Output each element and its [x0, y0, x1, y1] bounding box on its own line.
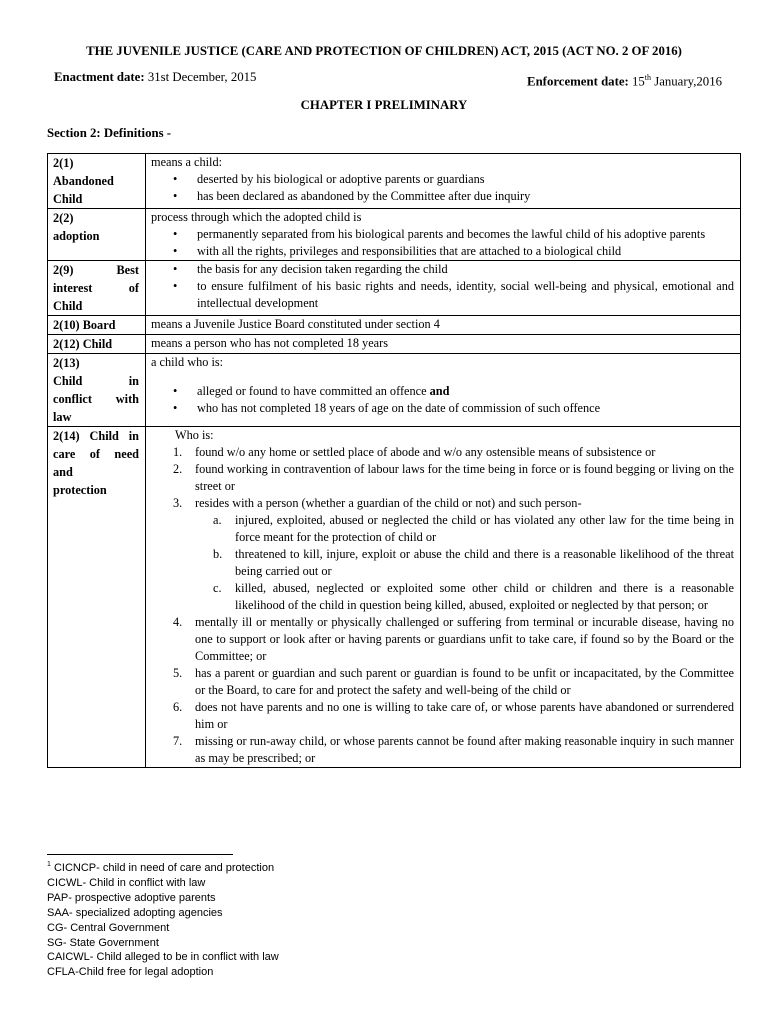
list-item: 6. does not have parents and no one is willing to take care of, or whose parents have abandoned or surrendered him or: [173, 700, 734, 731]
footnote-line: CFLA-Child free for legal adoption: [47, 966, 214, 979]
footnote-line: CICWL- Child in conflict with law: [47, 876, 206, 889]
footnote-line: CG- Central Government: [47, 921, 170, 934]
definition-cell: a child who is: • alleged or found to have committed an offence and • who has not completed 18 years of age on the date of commission of such offence: [146, 354, 741, 427]
table-row: [48, 154, 741, 209]
definition-cell: process through which the adopted child is • permanently separated from his biological parents and becomes the lawful child of his adoptive parents • with all the rights, privileges and responsibilities that are attached to a biological child: [146, 209, 741, 261]
table-row: [48, 354, 741, 427]
term-cell: 2(12) Child: [48, 335, 146, 354]
list-item: a. injured, exploited, abused or neglected the child or has violated any other law for the time being in force meant for the protection of child or: [213, 513, 734, 544]
list-item: c. killed, abused, neglected or exploited some other child or children and there is a reasonable likelihood of the child in question being killed, abused, exploited or neglected by that person; or: [213, 581, 734, 612]
table-row: [48, 261, 741, 316]
term-cell: 2(13) Child in conflict with law: [48, 354, 146, 427]
list-item: • deserted by his biological or adoptive parents or guardians: [197, 171, 734, 188]
definition-cell: [146, 261, 741, 316]
list-item: 5. has a parent or guardian and such parent or guardian is found to be unfit or incapacitated, by the Committee or the Board, to care for and protect the safety and well-being of the child or: [173, 666, 734, 697]
term-cell: 2(10) Board: [48, 316, 146, 335]
term-cell: 2(2) adoption: [48, 209, 146, 261]
term-cell: 2(9) Best interest of Child: [48, 261, 146, 316]
section-heading: Section 2: Definitions -: [47, 126, 172, 140]
list-item: • with all the rights, privileges and responsibilities that are attached to a biological child: [197, 243, 734, 260]
document-title: THE JUVENILE JUSTICE (CARE AND PROTECTION OF CHILDREN) ACT, 2015 (ACT NO. 2 OF 2016): [86, 44, 682, 58]
table-row: [48, 335, 741, 354]
definitions-table: [47, 153, 741, 768]
table-row: [48, 427, 741, 768]
definition-cell: means a Juvenile Justice Board constituted under section 4: [146, 316, 741, 335]
term-cell: 2(1) Abandoned Child: [48, 154, 146, 209]
enactment-date: Enactment date: 31st December, 2015: [54, 70, 257, 84]
list-item: • has been declared as abandoned by the Committee after due inquiry: [197, 188, 734, 205]
footnote-line: $^1$ CICNCP- child in need of care and protection: [47, 861, 275, 874]
list-item: 7. missing or run-away child, or whose parents cannot be found after making reasonable inquiry in such manner as may be prescribed; or: [173, 734, 734, 765]
footnote-line: SAA- specialized adopting agencies: [47, 906, 223, 919]
list-item: b. threatened to kill, injure, exploit or abuse the child and there is a reasonable likelihood of the threat being carried out or: [213, 547, 734, 578]
list-item: 4. mentally ill or mentally or physically challenged or suffering from terminal or incurable disease, having no one to support or look after or having parents or guardians unfit to take care, if found so by the Board or the Committee; or: [173, 615, 734, 663]
term-cell: 2(14) Child in care of need and protection: [48, 427, 146, 768]
list-item: 3. resides with a person (whether a guardian of the child or not) and such person- a. injured, exploited, abused or neglected the child or has violated any other law for the time being in force meant for the protection of child or b. threatened to kill, injure, exploit or abuse the child and there is a reasonable likelihood of the threat being carried out or c. killed, abused, neglected or exploited some other child or children and there is a reasonable likelihood of the child in question being killed, abused, exploited or neglected by that person; or: [173, 496, 734, 612]
chapter-heading: CHAPTER I PRELIMINARY: [300, 98, 468, 112]
footnote-line: PAP- prospective adoptive parents: [47, 891, 216, 904]
definition-cell: means a person who has not completed 18 years: [146, 335, 741, 354]
dates-line: [54, 69, 722, 89]
table-row: [48, 316, 741, 335]
definition-cell: Who is: 1. found w/o any home or settled place of abode and w/o any ostensible means of subsistence or 2. found working in contravention of labour laws for the time being in force or is found begging or living on the street or 3. resides with a person (whether a guardian of the child or not) and such person- a. injured, exploited, abused or neglected the child or has violated any other law for the time being in force meant for the protection of child or b. threatened to kill, injure, exploit or abuse the child and there is a reasonable likelihood of the threat being carried out or c. killed, abused, neglected or exploited some other child or children and there is a reasonable likelihood of the child in question being killed, abused, exploited or neglected by that person; or 4. mentally ill or mentally or physically challenged or suffering from terminal or incurable disease, having no one to support or look after or having parents or guardians unfit to take care, if found so by the Board or the Committee; or 5. has a parent or guardian and such parent or guardian is found to be unfit or incapacitated, by the Committee or the Board, to care for and protect the safety and well-being of the child or 6. does not have parents and no one is willing to take care of, or whose parents have abandoned or surrendered him or 7. missing or run-away child, or whose parents cannot be found after making reasonable inquiry in such manner as may be prescribed; or: [146, 427, 741, 768]
list-item: 2. found working in contravention of labour laws for the time being in force or is found begging or living on the street or: [173, 462, 734, 493]
footnote-line: SG- State Government: [47, 936, 159, 949]
list-item: 1. found w/o any home or settled place of abode and w/o any ostensible means of subsistence or: [173, 445, 656, 459]
enforcement-date: Enforcement date: 15th January,2016: [527, 73, 722, 89]
list-item: • who has not completed 18 years of age on the date of commission of such offence: [197, 400, 734, 417]
footnotes: [47, 861, 279, 980]
footnote-line: CAICWL- Child alleged to be in conflict with law: [47, 951, 279, 964]
definition-cell: means a child: • deserted by his biological or adoptive parents or guardians • has been declared as abandoned by the Committee after due inquiry: [146, 154, 741, 209]
list-item: • to ensure fulfilment of his basic rights and needs, identity, social well-being and physical, emotional and intellectual development: [197, 278, 734, 312]
list-item: • the basis for any decision taken regarding the child: [197, 261, 734, 278]
footnote-divider: [47, 854, 233, 855]
list-item: • alleged or found to have committed an offence and: [197, 383, 734, 400]
table-row: [48, 209, 741, 261]
list-item: • permanently separated from his biological parents and becomes the lawful child of his adoptive parents: [197, 226, 734, 243]
